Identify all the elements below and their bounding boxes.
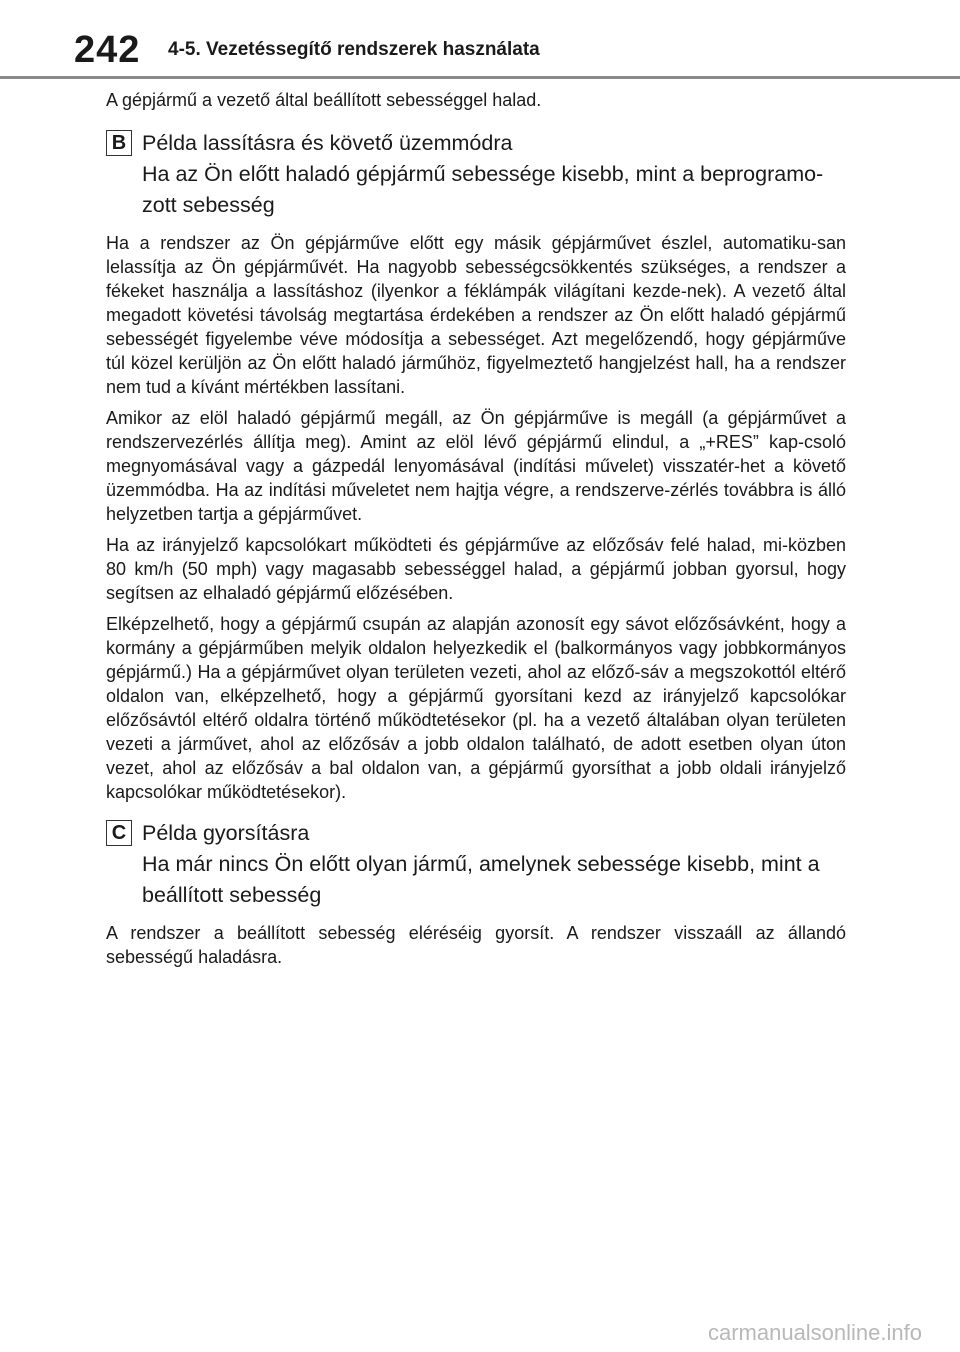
section-b-badge: B [106,130,132,156]
section-c-badge: C [106,820,132,846]
body-paragraph: A rendszer a beállított sebesség eléréséig gyorsít. A rendszer visszaáll az állandó sebességű haladásra. [106,923,846,967]
section-c-heading-line: Példa gyorsításra [142,821,310,845]
page-header [0,0,960,80]
body-paragraph: Ha az irányjelző kapcsolókart működteti és gépjárműve az előzősáv felé halad, mi-közben 80 km/h (50 mph) vagy magasabb sebességgel halad, a gépjármű jobban gyorsul, hogy segítsen az elhaladó gépjármű előzésében. [106,535,846,603]
section-b-heading-line: Példa lassításra és követő üzemmódra [142,131,513,155]
header-divider [0,76,960,79]
page-number: 242 [74,29,141,71]
footer-watermark: carmanualsonline.info [707,1320,922,1345]
body-paragraph: Ha a rendszer az Ön gépjárműve előtt egy másik gépjárművet észlel, automatiku-san lelassítja az Ön gépjárművét. Ha nagyobb sebességcsökkentés szükséges, a rendszer a fékeket használja a lassításhoz (ilyenkor a féklámpák világítani kezde-nek). A vezető által megadott követési távolság megtartása érdekében a rendszer az Ön előtt haladó gépjármű sebességét figyelembe véve módosítja a sebességet. Azt megelőzendő, hogy gépjárműve túl közel kerüljön az Ön előtt haladó járműhöz, figyelmeztető hangjelzést hall, ha a rendszer nem tud a kívánt mértékben lassítani. [106,233,846,397]
section-title: 4-5. Vezetéssegítő rendszerek használata [168,39,540,60]
section-b-heading [106,128,846,221]
section-b-heading-line: Ha az Ön előtt haladó gépjármű sebessége kisebb, mint a beprogramo-zott sebesség [142,162,824,217]
section-c-heading [106,818,846,911]
page-content [106,88,846,976]
intro-paragraph: A gépjármű a vezető által beállított sebességgel halad. [106,90,542,110]
section-c-heading-line: Ha már nincs Ön előtt olyan jármű, amelynek sebessége kisebb, mint a beállított sebesség [142,852,820,907]
body-paragraph: Amikor az elöl haladó gépjármű megáll, az Ön gépjárműve is megáll (a gépjárművet a rendszervezérlés állítja meg). Amint az elöl lévő gépjármű elindul, a „+RES” kap-csoló megnyomásával vagy a gázpedál lenyomásával (indítási művelet) visszatér-het a követő üzemmódba. Ha az indítási műveletet nem hajtja végre, a rendszerve-zérlés továbbra is álló helyzetben tartja a gépjárművet. [106,408,846,524]
body-paragraph: Elképzelhető, hogy a gépjármű csupán az alapján azonosít egy sávot előzősávként, hogy a kormány a gépjárműben melyik oldalon helyezkedik el (balkormányos vagy jobbkormányos gépjármű.) Ha a gépjárművet olyan területen vezeti, ahol az előző-sáv a megszokottól eltérő oldalon van, elképzelhető, hogy a gépjármű gyorsítani kezd az irányjelző kapcsolókar előzősávtól eltérő oldalra történő működtetésekor (pl. ha a vezető általában olyan területen vezeti a járművet, ahol az előzősáv a jobb oldalon található, de adott esetben olyan úton vezet, ahol az előzősáv a bal oldalon van, a gépjármű gyorsíthat a jobb oldali irányjelző kapcsolókar működtetésekor). [106,614,846,802]
